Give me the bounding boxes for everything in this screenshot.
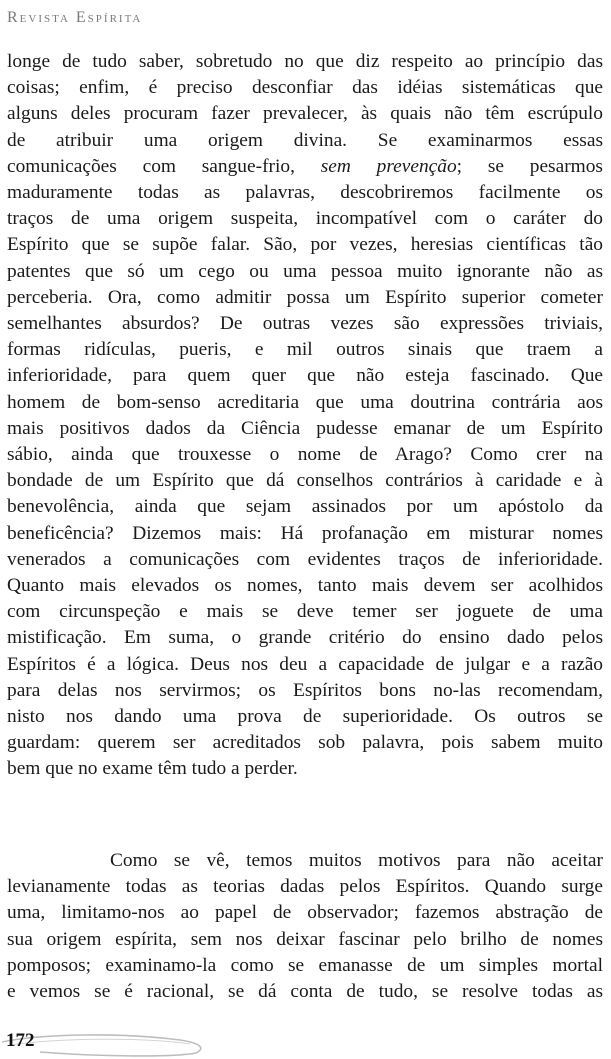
text-run: mistificação. Em suma, o grande critério do ensino dado pelos xyxy=(7,627,603,649)
text-line xyxy=(7,363,603,389)
text-run: formas ridículas, pueris, e mil outros sinais que traem a xyxy=(7,339,603,361)
text-line xyxy=(7,101,603,127)
text-line xyxy=(7,704,603,730)
text-line xyxy=(7,547,603,573)
text-line xyxy=(7,154,603,180)
text-run: sua origem espírita, sem nos deixar fascinar pelo brilho de nomes xyxy=(7,928,603,950)
text-run: patentes que só um cego ou uma pessoa muito ignorante não as xyxy=(7,260,603,282)
text-run: guardam: querem ser acreditados sob palavra, pois sabem muito xyxy=(7,732,603,754)
text-run: venerados a comunicações com evidentes traços de inferioridade. xyxy=(7,548,603,570)
text-run: coisas; enfim, é preciso desconfiar das idéias sistemáticas que xyxy=(7,77,603,99)
text-run: sábio, ainda que trouxesse o nome de Arago? Como crer na xyxy=(7,444,603,466)
paragraph-2 xyxy=(7,848,603,1005)
text-run: maduramente todas as palavras, descobriremos facilmente os xyxy=(7,182,603,204)
text-run: ; se pesarmos xyxy=(456,155,603,177)
text-line xyxy=(7,756,603,782)
text-line xyxy=(7,416,603,442)
text-run: inferioridade, para quem quer que não esteja fascinado. Que xyxy=(7,365,603,387)
text-line xyxy=(7,927,603,953)
text-run: Espíritos é a lógica. Deus nos deu a capacidade de julgar e a razão xyxy=(7,653,603,675)
text-line xyxy=(7,390,603,416)
page-number: 172 xyxy=(6,1030,35,1051)
text-run: traços de uma origem suspeita, incompatível com o caráter do xyxy=(7,208,603,230)
text-line xyxy=(7,953,603,979)
text-line xyxy=(7,573,603,599)
text-line xyxy=(7,678,603,704)
text-run: longe de tudo saber, sobretudo no que diz respeito ao princípio das xyxy=(7,51,603,72)
text-line xyxy=(7,521,603,547)
text-line xyxy=(7,180,603,206)
text-line xyxy=(7,599,603,625)
text-line xyxy=(7,730,603,756)
text-line xyxy=(7,900,603,926)
text-run: Quanto mais elevados os nomes, tanto mais devem ser acolhidos xyxy=(7,575,603,597)
text-line xyxy=(7,979,603,1005)
text-line xyxy=(7,494,603,520)
text-run: uma, limitamo-nos ao papel de observador; fazemos abstração de xyxy=(7,902,603,924)
text-line xyxy=(7,206,603,232)
text-run: perceberia. Ora, como admitir possa um Espírito superior cometer xyxy=(7,286,603,308)
text-run: levianamente todas as teorias dadas pelos Espíritos. Quando surge xyxy=(7,876,603,898)
text-run: nisto nos dando uma prova de superioridade. Os outros se xyxy=(7,706,603,728)
text-line xyxy=(7,337,603,363)
text-run: bondade de um Espírito que dá conselhos contrários à caridade e à xyxy=(7,470,603,492)
text-run: para delas nos servirmos; os Espíritos bons no-las recomendam, xyxy=(7,679,603,701)
text-run: Como se vê, temos muitos motivos para não aceitar xyxy=(110,850,603,871)
text-line xyxy=(7,49,603,75)
text-run: e vemos se é racional, se dá conta de tudo, se resolve todas as xyxy=(7,981,603,1003)
text-line xyxy=(7,75,603,101)
text-line xyxy=(7,848,603,874)
text-line xyxy=(7,259,603,285)
text-run: alguns deles procuram fazer prevalecer, às quais não têm escrúpulo xyxy=(7,103,603,125)
text-line xyxy=(7,128,603,154)
text-line xyxy=(7,874,603,900)
text-line xyxy=(7,468,603,494)
text-run: com circunspeção e mais se deve temer ser joguete de uma xyxy=(7,601,603,623)
text-run: de atribuir uma origem divina. Se examinarmos essas xyxy=(7,129,603,151)
paragraph-1 xyxy=(7,49,603,783)
text-run: benevolência, ainda que sejam assinados por um apóstolo da xyxy=(7,496,603,518)
text-line xyxy=(7,652,603,678)
text-run: semelhantes absurdos? De outras vezes são expressões triviais, xyxy=(7,313,603,335)
text-run: beneficência? Dizemos mais: Há profanação em misturar nomes xyxy=(7,522,603,544)
text-run: bem que no exame têm tudo a perder. xyxy=(7,758,298,780)
text-run: pomposos; examinamo-la como se emanasse de um simples mortal xyxy=(7,954,603,976)
italic-text-run: sem prevenção xyxy=(320,155,457,177)
text-line xyxy=(7,442,603,468)
text-line xyxy=(7,625,603,651)
text-line xyxy=(7,232,603,258)
text-run: comunicações com sangue-frio, xyxy=(7,155,321,177)
running-header: Revista Espírita xyxy=(7,9,143,26)
text-line xyxy=(7,285,603,311)
text-run: mais positivos dados da Ciência pudesse emanar de um Espírito xyxy=(7,417,603,439)
text-run: Espírito que se supõe falar. São, por vezes, heresias científicas tão xyxy=(7,234,603,256)
text-run: homem de bom-senso acreditaria que uma doutrina contrária aos xyxy=(7,391,603,413)
text-line xyxy=(7,311,603,337)
